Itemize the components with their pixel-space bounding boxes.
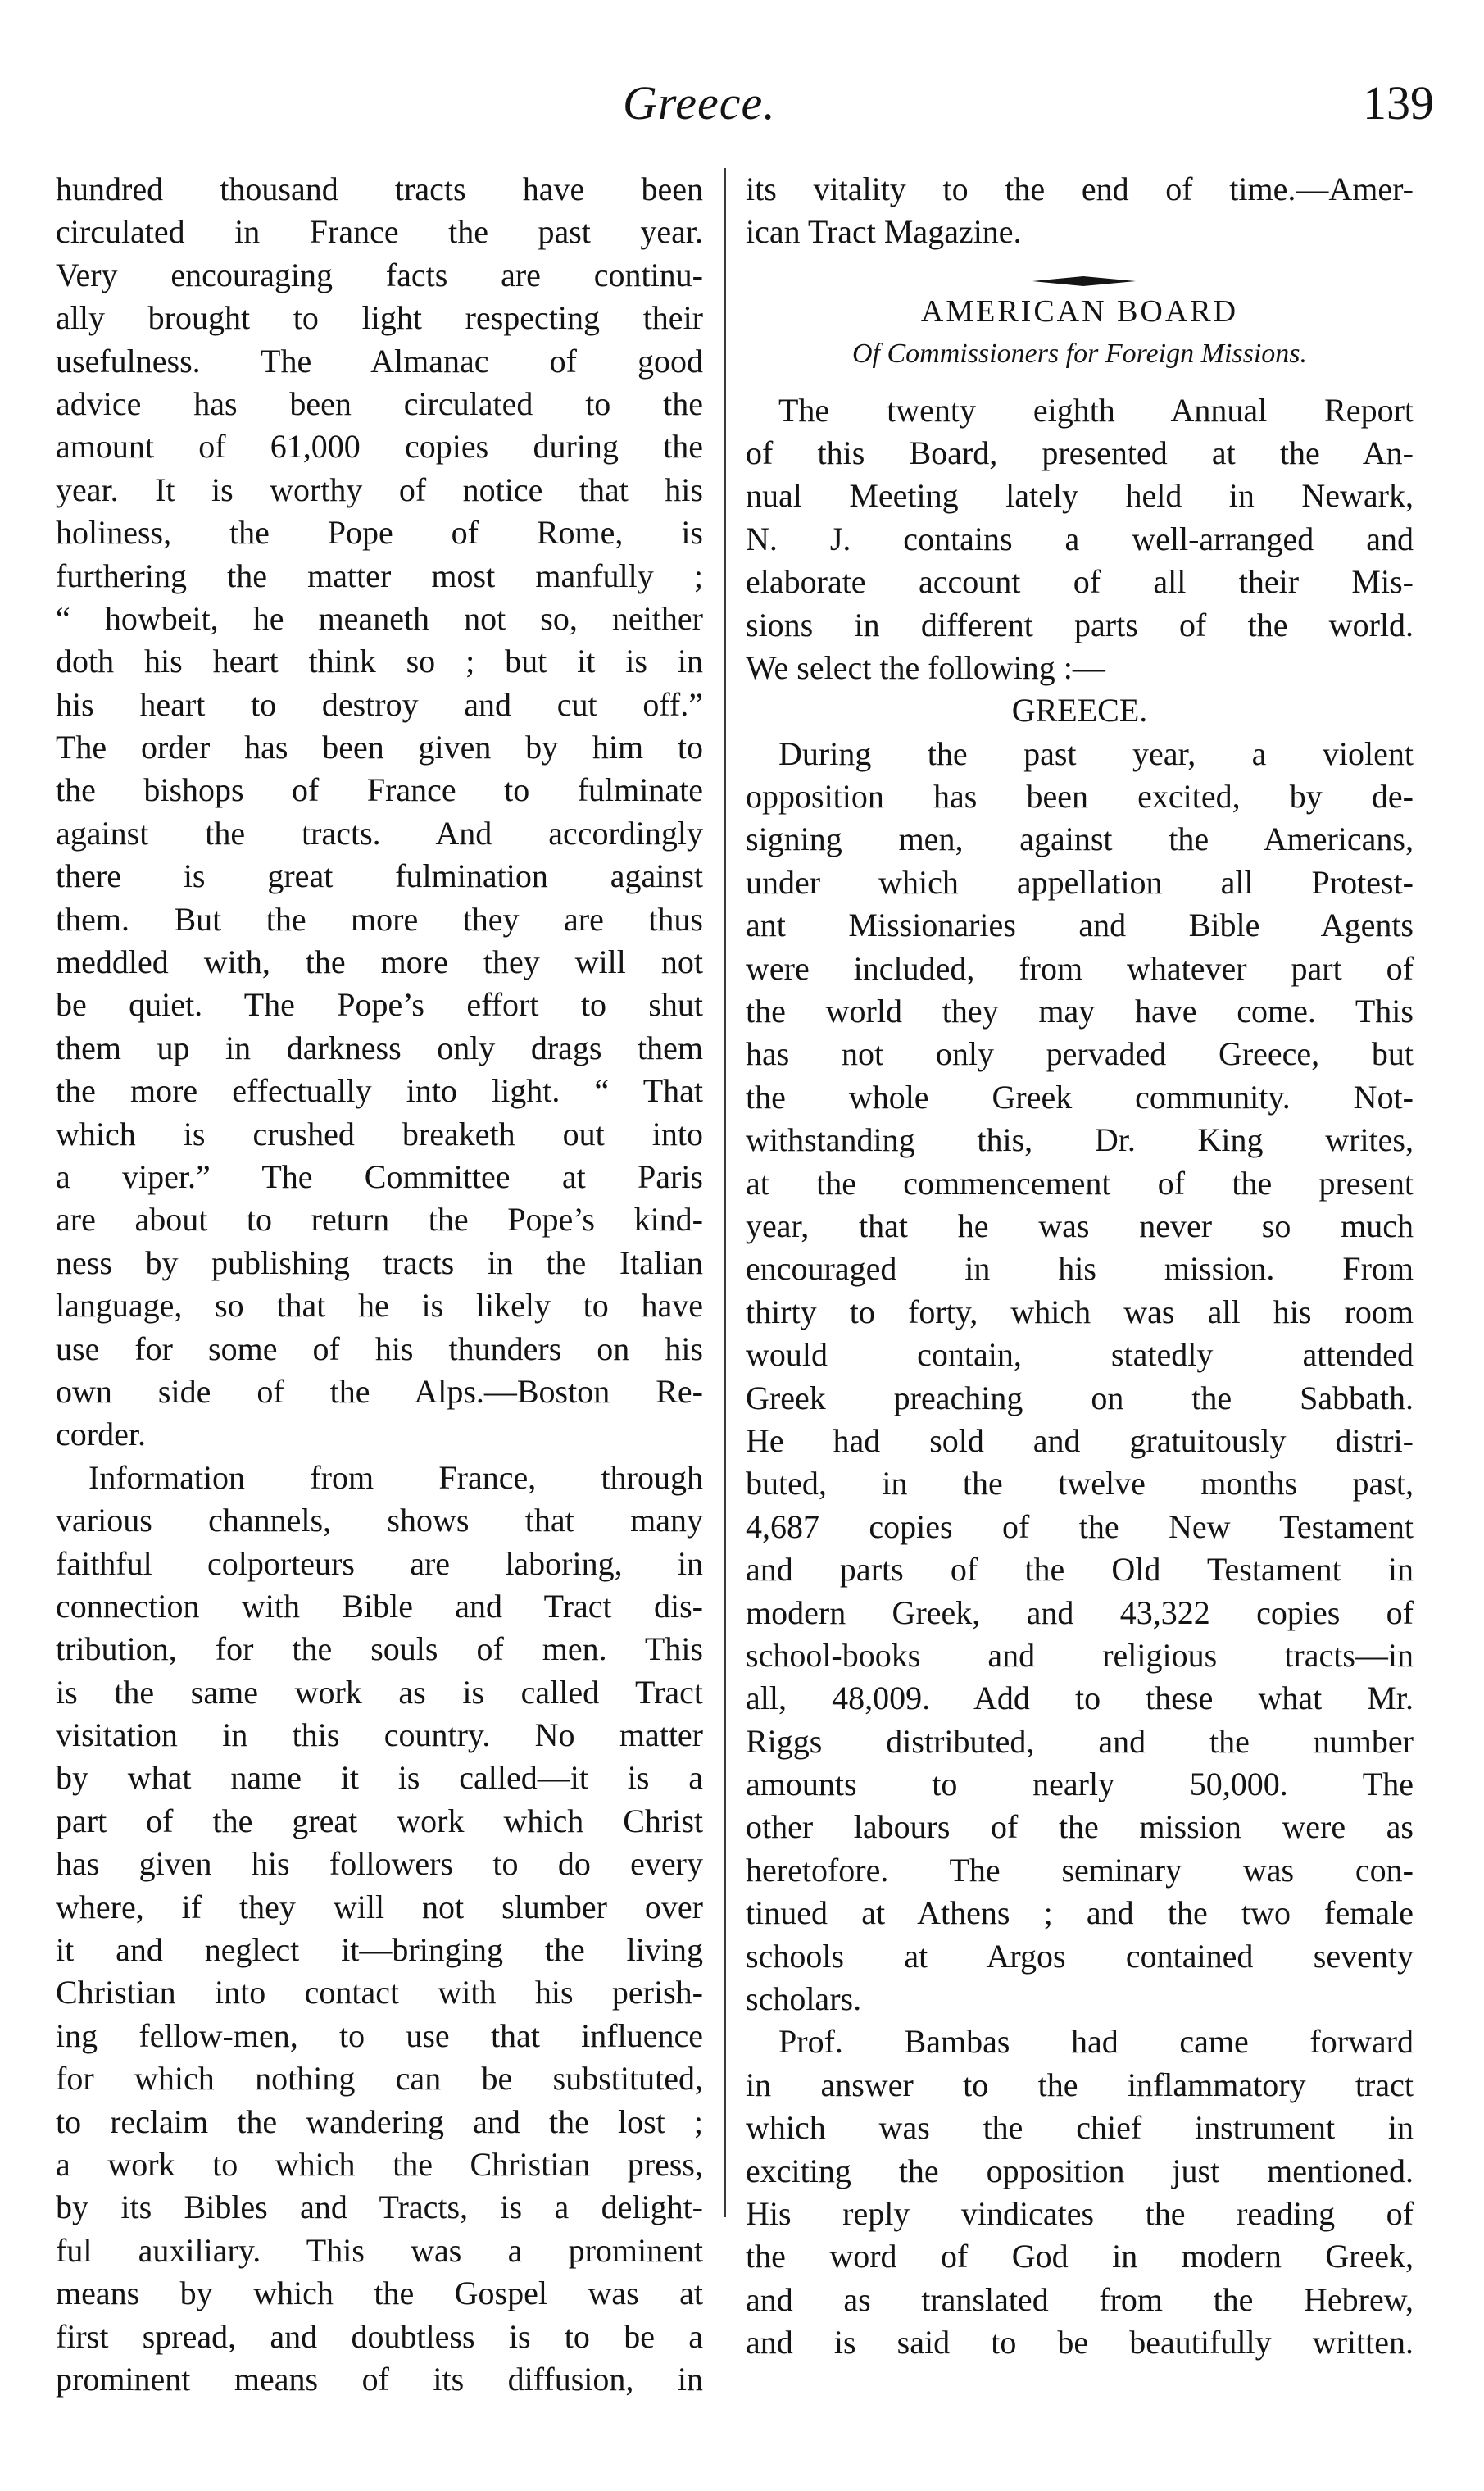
text-line: them. But the more they are thus (56, 900, 703, 938)
text-line: thirty to forty, which was all his room (746, 1293, 1414, 1330)
text-line: ant Missionaries and Bible Agents (746, 907, 1414, 944)
text-line: “ howbeit, he meaneth not so, neither (56, 599, 703, 637)
page-number: 139 (1363, 76, 1434, 130)
text-line: by what name it is called—it is a (56, 1759, 703, 1797)
text-line: Prof. Bambas had came forward (778, 2023, 1414, 2061)
column-divider (724, 168, 726, 2217)
text-line: its vitality to the end of time.—Amer- (746, 170, 1414, 207)
text-line: encouraged in his mission. From (746, 1250, 1414, 1288)
text-line: there is great fulmination against (56, 857, 703, 895)
text-line: and is said to be beautifully written. (746, 2324, 1414, 2361)
text-line: scholars. (746, 1980, 862, 2018)
text-line: ing fellow-men, to use that influence (56, 2016, 703, 2054)
text-line: 4,687 copies of the New Testament (746, 1507, 1414, 1545)
text-line: nual Meeting lately held in Newark, (746, 477, 1414, 515)
text-line: exciting the opposition just mentioned. (746, 2152, 1414, 2189)
text-line: the more effectually into light. “ That (56, 1072, 703, 1110)
text-line: are about to return the Pope’s kind- (56, 1201, 703, 1239)
text-line: withstanding this, Dr. King writes, (746, 1121, 1414, 1159)
subsection-heading: GREECE. (1011, 692, 1148, 730)
text-line: sions in different parts of the world. (746, 606, 1414, 643)
text-line: other labours of the mission were as (746, 1808, 1414, 1846)
text-line: holiness, the Pope of Rome, is (56, 514, 703, 552)
text-line: modern Greek, and 43,322 copies of (746, 1593, 1414, 1631)
text-line: He had sold and gratuitously distri- (746, 1421, 1414, 1459)
section-ornament (1031, 272, 1137, 290)
text-line: heretofore. The seminary was con- (746, 1851, 1414, 1889)
text-line: and parts of the Old Testament in (746, 1551, 1414, 1589)
text-line: by its Bibles and Tracts, is a delight- (56, 2189, 703, 2226)
text-line: all, 48,009. Add to these what Mr. (746, 1680, 1414, 1717)
text-line: a viper.” The Committee at Paris (56, 1157, 703, 1195)
running-title: Greece. (623, 76, 776, 130)
text-line: it and neglect it—bringing the living (56, 1931, 703, 1969)
text-line: ally brought to light respecting their (56, 299, 703, 337)
text-line: Very encouraging facts are continu- (56, 256, 703, 293)
text-line: amount of 61,000 copies during the (56, 428, 703, 466)
text-line: hundred thousand tracts have been (56, 170, 703, 207)
right-column (746, 168, 1414, 2365)
text-line: first spread, and doubtless is to be a (56, 2317, 703, 2355)
text-line: His reply vindicates the reading of (746, 2194, 1414, 2232)
text-line: N. J. contains a well-arranged and (746, 520, 1414, 557)
running-head (49, 75, 1442, 149)
text-line: circulated in France the past year. (56, 213, 703, 251)
text-line: doth his heart think so ; but it is in (56, 643, 703, 680)
section-subheading: Of Commissioners for Foreign Missions. (851, 339, 1308, 370)
text-line: visitation in this country. No matter (56, 1716, 703, 1754)
text-line: which was the chief instrument in (746, 2109, 1414, 2147)
text-line: is the same work as is called Tract (56, 1673, 703, 1711)
text-line: corder. (56, 1416, 146, 1453)
text-line: tinued at Athens ; and the two female (746, 1894, 1414, 1932)
text-line: The twenty eighth Annual Report (778, 391, 1414, 429)
text-line: the word of God in modern Greek, (746, 2238, 1414, 2275)
text-line: signing men, against the Americans, (746, 820, 1414, 858)
section-heading: AMERICAN BOARD (920, 293, 1239, 329)
text-line: the whole Greek community. Not- (746, 1078, 1414, 1116)
text-line: faithful colporteurs are laboring, in (56, 1544, 703, 1582)
text-line: opposition has been excited, by de- (746, 778, 1414, 816)
text-line: them up in darkness only drags them (56, 1029, 703, 1066)
text-line: elaborate account of all their Mis- (746, 563, 1414, 601)
text-line: of this Board, presented at the An- (746, 434, 1414, 471)
text-line: year. It is worthy of notice that his (56, 470, 703, 508)
text-line: Information from France, through (88, 1458, 703, 1496)
text-line: Christian into contact with his perish- (56, 1974, 703, 2011)
text-line: means by which the Gospel was at (56, 2275, 703, 2312)
text-line: at the commencement of the present (746, 1164, 1414, 1202)
text-line: tribution, for the souls of men. This (56, 1630, 703, 1668)
text-line: would contain, statedly attended (746, 1336, 1414, 1374)
text-line: During the past year, a violent (778, 734, 1414, 772)
text-line: We select the following :— (746, 648, 1105, 686)
text-line: buted, in the twelve months past, (746, 1465, 1414, 1502)
text-line: a work to which the Christian press, (56, 2145, 703, 2183)
text-line: Riggs distributed, and the number (746, 1722, 1414, 1760)
text-line: the world they may have come. This (746, 993, 1414, 1030)
text-line: meddled with, the more they will not (56, 943, 703, 981)
text-line: schools at Argos contained seventy (746, 1937, 1414, 1975)
text-line: part of the great work which Christ (56, 1802, 703, 1839)
text-line: has not only pervaded Greece, but (746, 1035, 1414, 1073)
text-line: and as translated from the Hebrew, (746, 2280, 1414, 2318)
text-line: Greek preaching on the Sabbath. (746, 1379, 1414, 1416)
text-line: be quiet. The Pope’s effort to shut (56, 986, 703, 1024)
text-line: for which nothing can be substituted, (56, 2060, 703, 2098)
text-line: ful auxiliary. This was a prominent (56, 2231, 703, 2269)
text-line: in answer to the inflammatory tract (746, 2066, 1414, 2103)
text-line: own side of the Alps.—Boston Re- (56, 1372, 703, 1410)
left-column (56, 168, 703, 2401)
text-line: to reclaim the wandering and the lost ; (56, 2102, 703, 2140)
text-line: language, so that he is likely to have (56, 1287, 703, 1325)
text-line: school-books and religious tracts—in (746, 1636, 1414, 1674)
text-line: various channels, shows that many (56, 1502, 703, 1539)
text-line: has given his followers to do every (56, 1845, 703, 1883)
text-line: connection with Bible and Tract dis- (56, 1587, 703, 1625)
text-line: usefulness. The Almanac of good (56, 342, 703, 380)
text-line: were included, from whatever part of (746, 949, 1414, 987)
text-line: amounts to nearly 50,000. The (746, 1766, 1414, 1803)
text-line: ican Tract Magazine. (746, 213, 1022, 251)
text-line: the bishops of France to fulminate (56, 771, 703, 809)
section-spacer (746, 376, 1414, 389)
text-line: where, if they will not slumber over (56, 1888, 703, 1925)
text-line: furthering the matter most manfully ; (56, 557, 703, 594)
text-line: year, that he was never so much (746, 1207, 1414, 1244)
text-line: against the tracts. And accordingly (56, 814, 703, 852)
text-line: use for some of his thunders on his (56, 1330, 703, 1367)
text-line: The order has been given by him to (56, 729, 703, 766)
text-line: his heart to destroy and cut off.” (56, 685, 703, 723)
text-line: under which appellation all Protest- (746, 863, 1414, 901)
text-line: which is crushed breaketh out into (56, 1115, 703, 1152)
text-line: ness by publishing tracts in the Italian (56, 1243, 703, 1281)
text-line: advice has been circulated to the (56, 384, 703, 422)
text-line: prominent means of its diffusion, in (56, 2360, 703, 2398)
